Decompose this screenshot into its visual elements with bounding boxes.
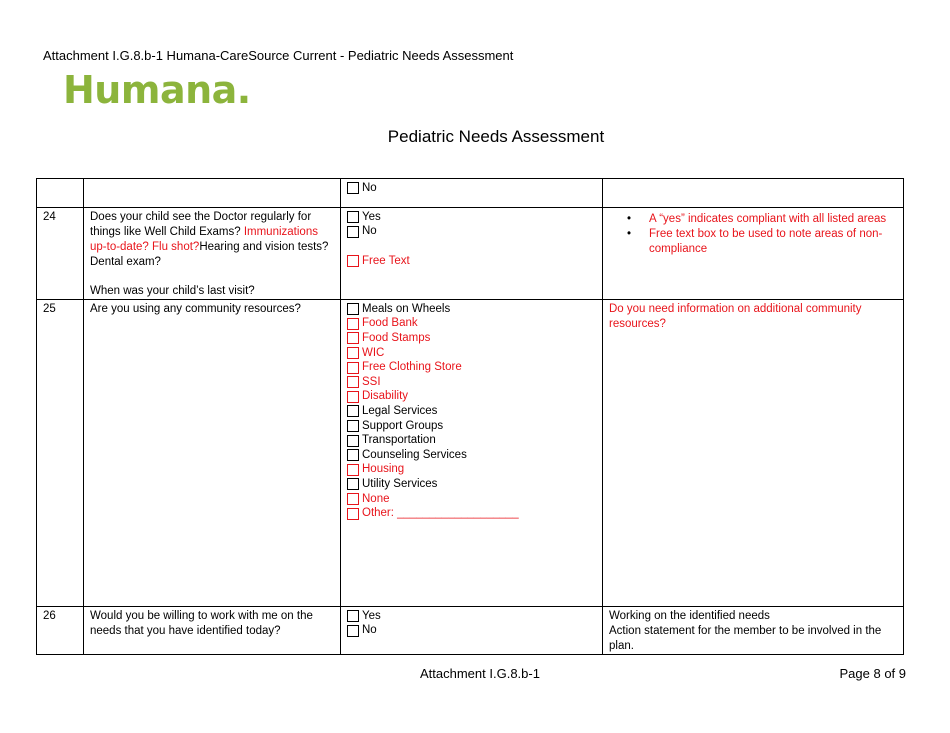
checkbox[interactable]	[347, 420, 359, 432]
humana-logo	[63, 68, 251, 112]
resource-option[interactable]	[347, 302, 596, 317]
row-number: 26	[37, 607, 84, 655]
resource-option[interactable]	[347, 375, 596, 390]
resource-option[interactable]	[347, 360, 596, 375]
table-row-continued	[37, 179, 904, 208]
option-label: Food Bank	[362, 317, 418, 330]
option-label: Disability	[362, 390, 409, 403]
notes-cell	[603, 208, 904, 300]
page-title: Pediatric Needs Assessment	[387, 127, 605, 146]
resource-option[interactable]	[347, 331, 596, 346]
option-label: Legal Services	[362, 404, 438, 417]
note-line: Working on the identified needs	[609, 610, 770, 622]
checkbox[interactable]	[347, 391, 359, 403]
resource-option[interactable]	[347, 463, 596, 478]
question-cell: Would you be willing to work with me on the needs that you have identified today?	[84, 607, 341, 655]
assessment-table	[36, 178, 904, 655]
option-label: Other: ___________________	[362, 507, 519, 520]
question-cell	[84, 179, 341, 208]
row-number: 24	[37, 208, 84, 300]
number-cell	[37, 179, 84, 208]
option-label: Food Stamps	[362, 331, 431, 344]
options-cell	[341, 208, 603, 300]
question-followup: When was your child’s last visit?	[90, 285, 255, 297]
checkbox[interactable]	[347, 493, 359, 505]
question-text-red: Immunizations up-to-date? Flu shot?	[90, 226, 318, 253]
question-text-continued: Hearing and vision tests? Dental exam?	[90, 241, 329, 268]
checkbox[interactable]	[347, 347, 359, 359]
checkbox[interactable]	[347, 362, 359, 374]
checkbox[interactable]	[347, 303, 359, 315]
checkbox[interactable]	[347, 211, 359, 223]
note-item: • Free text box to be used to note areas of non-compliance	[609, 227, 897, 257]
resource-option[interactable]	[347, 492, 596, 507]
option-label: Transportation	[362, 434, 436, 447]
checkbox[interactable]	[347, 182, 359, 194]
resource-option[interactable]	[347, 317, 596, 332]
option-yes[interactable]: Yes	[347, 609, 596, 624]
options-cell	[341, 300, 603, 607]
question-cell	[84, 208, 341, 300]
checkbox[interactable]	[347, 435, 359, 447]
option-label: SSI	[362, 375, 381, 388]
option-label: Counseling Services	[362, 448, 467, 461]
option-no[interactable]: No	[347, 181, 596, 196]
checkbox[interactable]	[347, 610, 359, 622]
option-label: Utility Services	[362, 477, 438, 490]
table-row-26	[37, 607, 904, 655]
question-text: Does your child see the Doctor regularly for things like Well Child Exams?	[90, 211, 312, 238]
options-cell	[341, 607, 603, 655]
option-label: Free Clothing Store	[362, 361, 462, 374]
option-label: Housing	[362, 463, 405, 476]
resource-option[interactable]	[347, 390, 596, 405]
option-yes[interactable]: Yes	[347, 210, 596, 225]
checkbox[interactable]	[347, 625, 359, 637]
option-label: Support Groups	[362, 419, 444, 432]
resource-option[interactable]	[347, 448, 596, 463]
checkbox[interactable]	[347, 332, 359, 344]
resource-option[interactable]	[347, 506, 596, 521]
checkbox[interactable]	[347, 255, 359, 267]
notes-cell	[603, 179, 904, 208]
option-label: WIC	[362, 346, 385, 359]
options-cell	[341, 179, 603, 208]
checkbox[interactable]	[347, 449, 359, 461]
table-row-24	[37, 208, 904, 300]
notes-list	[609, 212, 897, 257]
checkbox[interactable]	[347, 226, 359, 238]
checkbox[interactable]	[347, 376, 359, 388]
option-no[interactable]: No	[347, 225, 596, 240]
option-label: Meals on Wheels	[362, 302, 451, 315]
table-row-25	[37, 300, 904, 607]
resource-option[interactable]	[347, 419, 596, 434]
checkbox[interactable]	[347, 318, 359, 330]
row-number: 25	[37, 300, 84, 607]
resource-option[interactable]	[347, 477, 596, 492]
notes-cell	[603, 607, 904, 655]
attachment-title: Attachment I.G.8.b-1 Humana-CareSource Current - Pediatric Needs Assessment	[43, 48, 514, 63]
resource-option[interactable]	[347, 404, 596, 419]
checkbox[interactable]	[347, 464, 359, 476]
option-free-text[interactable]: Free Text	[347, 254, 596, 269]
logo-dot: .	[236, 68, 251, 112]
footer-attachment: Attachment I.G.8.b-1	[420, 666, 540, 681]
note-line: Action statement for the member to be involved in the plan.	[609, 625, 882, 652]
option-no[interactable]: No	[347, 624, 596, 639]
checkbox[interactable]	[347, 405, 359, 417]
note-item: • A “yes” indicates compliant with all listed areas	[609, 212, 897, 227]
option-label: None	[362, 492, 390, 505]
checkbox[interactable]	[347, 508, 359, 520]
checkbox[interactable]	[347, 478, 359, 490]
question-cell: Are you using any community resources?	[84, 300, 341, 607]
notes-cell: Do you need information on additional community resources?	[603, 300, 904, 607]
resource-option[interactable]	[347, 346, 596, 361]
footer-page-number: Page 8 of 9	[839, 666, 906, 681]
logo-text: Humana	[63, 68, 237, 112]
resource-option[interactable]	[347, 433, 596, 448]
